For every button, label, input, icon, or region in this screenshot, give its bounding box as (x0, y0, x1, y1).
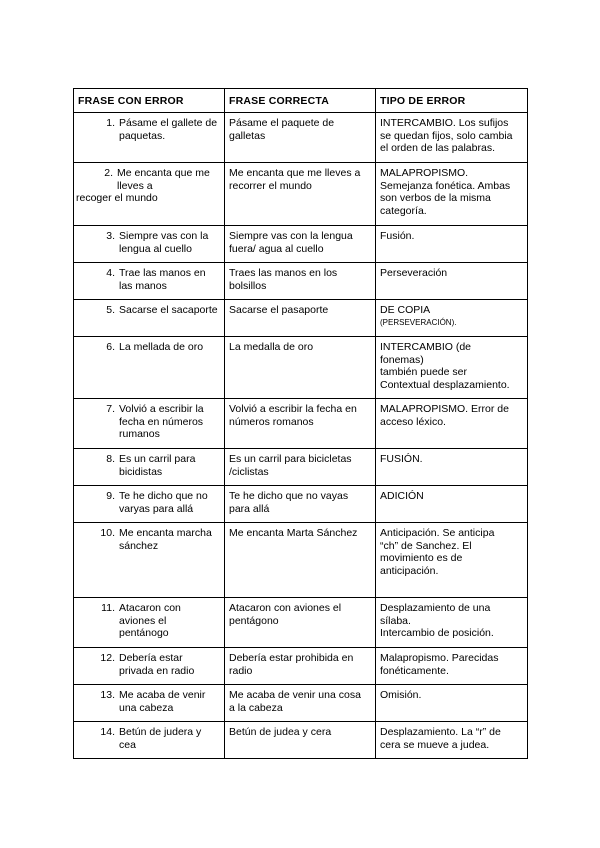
error-type: Desplazamiento de una sílaba. Intercambio de posición. (380, 602, 494, 639)
table-row (74, 648, 528, 685)
correct-phrase: Me encanta que me lleves a recorrer el mundo (229, 167, 361, 192)
correct-phrase-cell (225, 300, 376, 337)
correct-phrase: Betún de judea y cera (229, 726, 332, 738)
error-type: INTERCAMBIO. Los sufijos se quedan fijos, solo cambia el orden de las palabras. (380, 117, 513, 154)
table-row (74, 722, 528, 759)
header-row (74, 89, 528, 113)
row-number: 5. (106, 304, 115, 316)
table-row (74, 685, 528, 722)
error-type-cell (376, 163, 528, 226)
error-phrase: Me encanta que me lleves a (117, 167, 210, 192)
header-tipo-de-error: TIPO DE ERROR (376, 89, 528, 113)
error-phrase: Te he dicho que no varyas para allá (119, 490, 208, 515)
table-row (74, 399, 528, 449)
correct-phrase: Sacarse el pasaporte (229, 304, 329, 316)
correct-phrase-cell (225, 226, 376, 263)
error-type-cell (376, 399, 528, 449)
correct-phrase: La medalla de oro (229, 341, 314, 353)
error-type-cell (376, 648, 528, 685)
error-phrase: Debería estar privada en radio (119, 652, 195, 677)
error-type: Fusión. (380, 230, 415, 242)
error-phrase-cell (74, 226, 225, 263)
correct-phrase-cell (225, 523, 376, 598)
row-number: 7. (106, 403, 115, 415)
table-row (74, 300, 528, 337)
correct-phrase-cell (225, 399, 376, 449)
error-phrase-cell (74, 486, 225, 523)
error-phrase: Pásame el gallete de paquetas. (119, 117, 218, 142)
header-frase-con-error: FRASE CON ERROR (74, 89, 225, 113)
table-row (74, 337, 528, 399)
error-phrase: Trae las manos en las manos (119, 267, 206, 292)
error-type-cell (376, 263, 528, 300)
error-type-cell (376, 685, 528, 722)
row-number: 9. (106, 490, 115, 502)
error-type-cell (376, 449, 528, 486)
error-type-cell (376, 113, 528, 163)
row-number: 6. (106, 341, 115, 353)
row-number: 10. (100, 527, 115, 539)
row-number: 3. (106, 230, 115, 242)
error-phrase-cell (74, 685, 225, 722)
correct-phrase: Traes las manos en los bolsillos (229, 267, 338, 292)
error-type-cell (376, 523, 528, 598)
table-row (74, 113, 528, 163)
table-row (74, 486, 528, 523)
error-phrase-cell (74, 113, 225, 163)
correct-phrase: Siempre vas con la lengua fuera/ agua al cuello (229, 230, 353, 255)
table-row (74, 163, 528, 226)
error-type-cell (376, 300, 528, 337)
error-type: Anticipación. Se anticipa “ch” de Sanchez. El movimiento es de anticipación. (380, 527, 495, 577)
error-phrase-tail: recoger el mundo (76, 192, 158, 204)
error-phrase: Siempre vas con la lengua al cuello (119, 230, 209, 255)
correct-phrase-cell (225, 449, 376, 486)
error-phrase-cell (74, 399, 225, 449)
correct-phrase: Te he dicho que no vayas para allá (229, 490, 349, 515)
row-number: 4. (106, 267, 115, 279)
error-phrase: Atacaron con aviones el pentánogo (119, 602, 181, 639)
correct-phrase: Pásame el paquete de galletas (229, 117, 335, 142)
row-number: 13. (100, 689, 115, 701)
error-type-cell (376, 226, 528, 263)
error-phrase: Sacarse el sacaporte (119, 304, 218, 316)
error-phrase: Betún de judera y cea (119, 726, 202, 751)
error-phrase-cell (74, 337, 225, 399)
correct-phrase-cell (225, 685, 376, 722)
error-table (73, 88, 528, 759)
error-type-cell (376, 486, 528, 523)
correct-phrase: Volvió a escribir la fecha en números romanos (229, 403, 357, 428)
error-phrase: Me encanta marcha sánchez (119, 527, 212, 552)
correct-phrase-cell (225, 648, 376, 685)
error-type: Omisión. (380, 689, 422, 701)
header-frase-correcta: FRASE CORRECTA (225, 89, 376, 113)
table-row (74, 449, 528, 486)
correct-phrase: Es un carril para bicicletas /ciclistas (229, 453, 352, 478)
correct-phrase: Atacaron con aviones el pentágono (229, 602, 342, 627)
correct-phrase: Me acaba de venir una cosa a la cabeza (229, 689, 361, 714)
error-phrase-cell (74, 722, 225, 759)
error-phrase-cell (74, 263, 225, 300)
table-row (74, 263, 528, 300)
correct-phrase-cell (225, 486, 376, 523)
table-row (74, 598, 528, 648)
error-type: Malapropismo. Parecidas fonéticamente. (380, 652, 499, 677)
correct-phrase-cell (225, 263, 376, 300)
table-row (74, 523, 528, 598)
error-type-note: (PERSEVERACIÓN). (380, 317, 457, 327)
error-phrase-cell (74, 523, 225, 598)
error-phrase-cell (74, 300, 225, 337)
row-number: 8. (106, 453, 115, 465)
correct-phrase-cell (225, 163, 376, 226)
error-type: MALAPROPISMO. Semejanza fonética. Ambas son verbos de la misma categoría. (380, 167, 511, 217)
error-phrase: Volvió a escribir la fecha en números rumanos (119, 403, 204, 440)
error-type: Desplazamiento. La “r” de cera se mueve a judea. (380, 726, 501, 751)
error-type: DE COPIA (380, 304, 431, 316)
error-type: FUSIÓN. (380, 453, 423, 465)
row-number: 12. (100, 652, 115, 664)
table-row (74, 226, 528, 263)
row-number: 1. (106, 117, 115, 129)
error-type: ADICIÓN (380, 490, 424, 502)
error-type: Perseveración (380, 267, 448, 279)
error-type-cell (376, 722, 528, 759)
row-number: 11. (101, 602, 115, 614)
correct-phrase-cell (225, 337, 376, 399)
error-type: INTERCAMBIO (de fonemas) también puede ser Contextual desplazamiento. (380, 341, 510, 391)
error-phrase: Me acaba de venir una cabeza (119, 689, 206, 714)
row-number: 2. (104, 167, 113, 179)
error-type-cell (376, 337, 528, 399)
error-phrase-cell (74, 163, 225, 226)
error-phrase-cell (74, 648, 225, 685)
row-number: 14. (100, 726, 115, 738)
error-phrase-cell (74, 449, 225, 486)
correct-phrase-cell (225, 113, 376, 163)
correct-phrase-cell (225, 722, 376, 759)
error-phrase: La mellada de oro (119, 341, 204, 353)
error-type-cell (376, 598, 528, 648)
correct-phrase: Me encanta Marta Sánchez (229, 527, 358, 539)
error-phrase-cell (74, 598, 225, 648)
error-type: MALAPROPISMO. Error de acceso léxico. (380, 403, 509, 428)
error-phrase: Es un carril para bicidistas (119, 453, 196, 478)
correct-phrase-cell (225, 598, 376, 648)
correct-phrase: Debería estar prohibida en radio (229, 652, 354, 677)
